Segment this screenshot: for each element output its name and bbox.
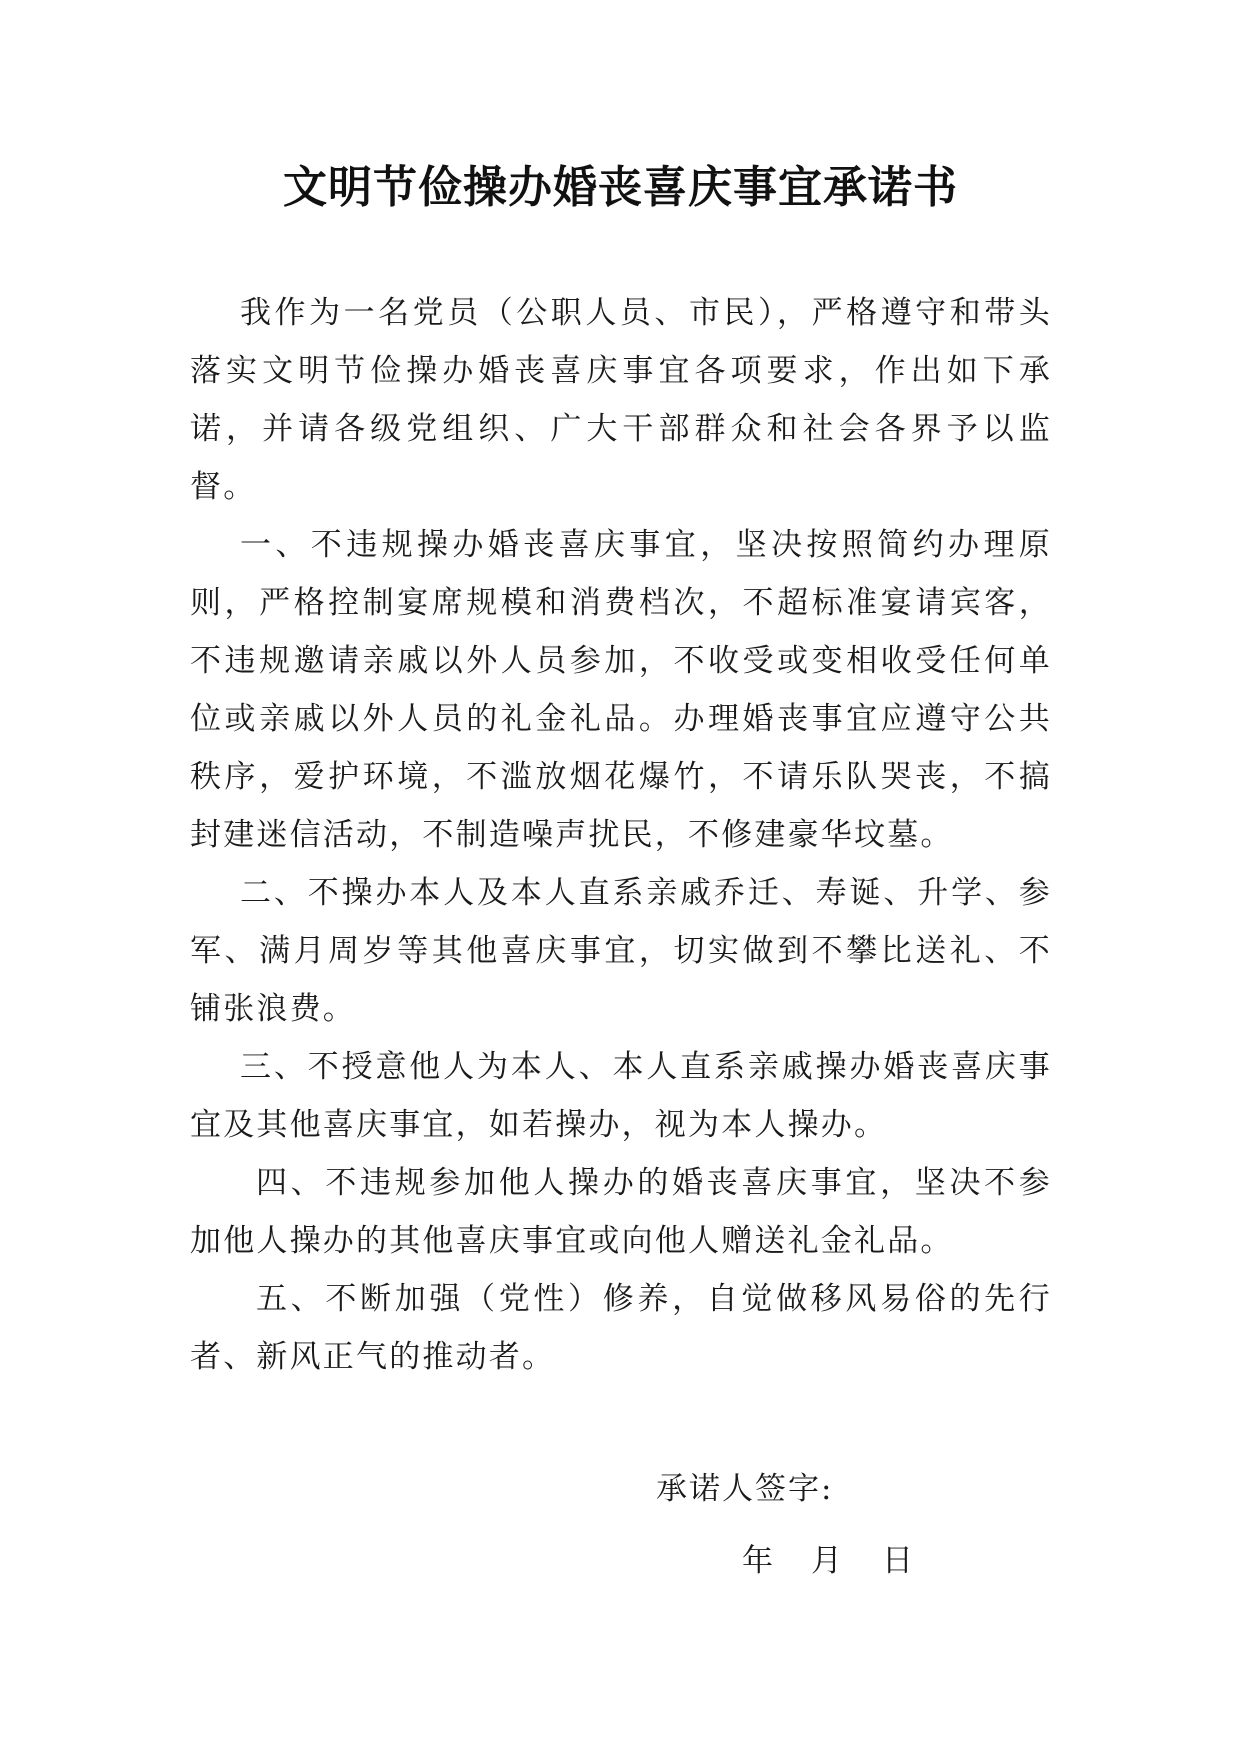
date-year-label: 年 — [742, 1543, 773, 1579]
document-body — [190, 284, 1052, 1386]
commitment-paragraph-1: 一、不违规操办婚丧喜庆事宜，坚决按照简约办理原则，严格控制宴席规模和消费档次，不超标准宴请宾客，不违规邀请亲戚以外人员参加，不收受或变相收受任何单位或亲戚以外人员的礼金礼品。办理婚丧事宜应遵守公共秩序，爱护环境，不滥放烟花爆竹，不请乐队哭丧，不搞封建迷信活动，不制造噪声扰民，不修建豪华坟墓。 — [190, 527, 1052, 853]
commitment-paragraph-3: 三、不授意他人为本人、本人直系亲戚操办婚丧喜庆事宜及其他喜庆事宜，如若操办，视为本人操办。 — [190, 1049, 1052, 1143]
commitment-paragraph-4: 四、不违规参加他人操办的婚丧喜庆事宜，坚决不参加他人操办的其他喜庆事宜或向他人赠送礼金礼品。 — [190, 1165, 1052, 1259]
document-title: 文明节俭操办婚丧喜庆事宜承诺书 — [283, 162, 958, 213]
date-line — [742, 1532, 913, 1590]
commitment-paragraph-5: 五、不断加强（党性）修养，自觉做移风易俗的先行者、新风正气的推动者。 — [190, 1281, 1052, 1375]
intro-paragraph: 我作为一名党员（公职人员、市民），严格遵守和带头落实文明节俭操办婚丧喜庆事宜各项要求，作出如下承诺，并请各级党组织、广大干部群众和社会各界予以监督。 — [190, 295, 1052, 505]
date-month-label: 月 — [811, 1543, 842, 1579]
signature-label: 承诺人签字: — [656, 1471, 834, 1507]
date-day-label: 日 — [882, 1543, 913, 1579]
commitment-paragraph-2: 二、不操办本人及本人直系亲戚乔迁、寿诞、升学、参军、满月周岁等其他喜庆事宜，切实做到不攀比送礼、不铺张浪费。 — [190, 875, 1052, 1027]
